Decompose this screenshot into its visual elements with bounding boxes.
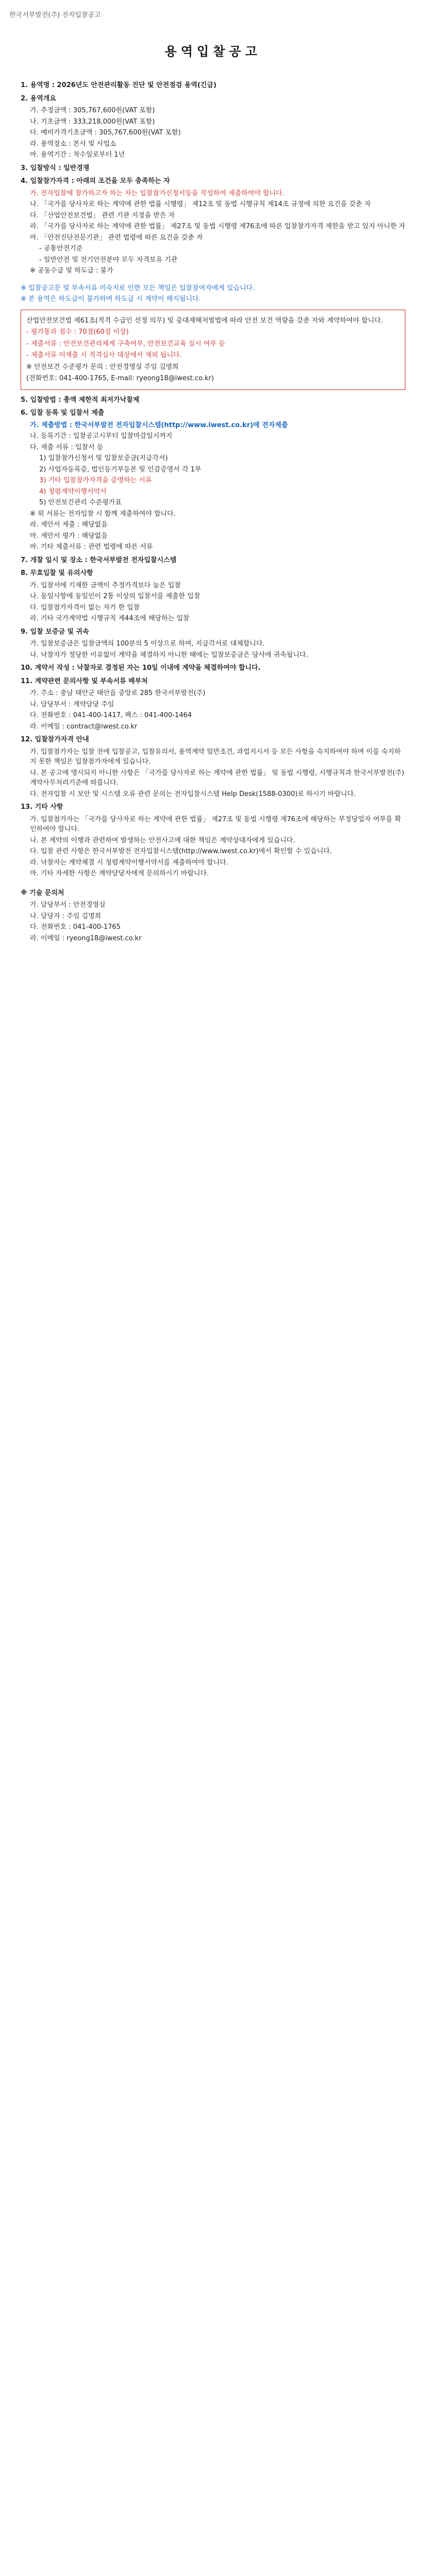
list-item: 나. 담당부서 : 계약담당 주임 bbox=[30, 700, 114, 708]
list-item: 다. 입찰참가자격이 없는 자가 한 입찰 bbox=[30, 603, 140, 612]
list-item: 가. 추정금액 : 305,767,600원(VAT 포함) bbox=[30, 107, 155, 114]
notice-red-1: ※ 입찰공고문 및 부속서류 미숙지로 인한 모든 책임은 입찰참여자에게 있습니다. bbox=[21, 284, 255, 292]
list-item: 가. 입찰서에 기재한 금액이 추정가격보다 높은 입찰 bbox=[30, 581, 181, 589]
box-line: ※ 안전보건 수준평가 문의 : 안전경영실 주임 김명희 bbox=[26, 363, 179, 371]
list-item: 가. 전자입찰에 참가하고자 하는 자는 입찰참가신청서등을 작성하여 제출하여야 합니다. bbox=[30, 189, 285, 197]
section-7: 7. 개찰 일시 및 장소 : 한국서부발전 전자입찰시스템 bbox=[21, 556, 177, 564]
list-item: 다. 전화번호 : 041-400-1765 bbox=[30, 923, 121, 931]
section-10: 10. 계약서 작성 : 낙찰자로 결정된 자는 10일 이내에 계약을 체결하여야 합니다. bbox=[21, 664, 261, 672]
section-13-list bbox=[21, 815, 405, 879]
list-item: 라. 용역장소 : 본사 및 사업소 bbox=[30, 140, 117, 148]
document-header: 한국서부발전(주) 전자입찰공고 bbox=[9, 11, 101, 19]
list-item: 3) 기타 입찰참가자격을 증명하는 서류 bbox=[39, 477, 152, 484]
section-6-head: 6. 입찰 등록 및 입찰서 제출 bbox=[21, 409, 105, 417]
list-item: 라. 낙찰자는 계약체결 시 청렴계약이행서약서를 제출하여야 합니다. bbox=[30, 858, 228, 867]
list-item: 나. 본 계약의 이행과 관련하여 발생하는 안전사고에 대한 책임은 계약상대자에게 있습니다. bbox=[30, 836, 296, 844]
list-item: 마. 용역기간 : 착수일로부터 1년 bbox=[30, 151, 125, 159]
list-item: 다. 입찰 관련 사항은 한국서부발전 전자입찰시스템(http://www.iwest.co.kr)에서 확인할 수 있습니다. bbox=[30, 848, 332, 855]
contact-list bbox=[21, 900, 405, 943]
list-item: 다. 전자입찰 시 보안 및 시스템 오류 관련 문의는 전자입찰시스템 Help Desk(1588-0300)로 하시기 바랍니다. bbox=[30, 790, 356, 798]
list-item: 나. 기초금액 : 333,218,000원(VAT 포함) bbox=[30, 117, 155, 126]
section-9-list bbox=[21, 639, 405, 660]
section-6-sublist bbox=[30, 453, 405, 508]
list-item: - 공통안전기준 bbox=[39, 245, 83, 252]
list-item: 1) 입찰참가신청서 및 입찰보증금(지급각서) bbox=[39, 454, 168, 462]
list-item: 가. 입찰보증금은 입찰금액의 100분의 5 이상으로 하며, 지급각서로 대체합니다. bbox=[30, 640, 265, 648]
list-item: 나. 낙찰자가 정당한 이유없이 계약을 체결하지 아니한 때에는 입찰보증금은 당사에 귀속됩니다. bbox=[30, 651, 308, 659]
box-line: - 제출서류 미제출 시 적격심사 대상에서 제외 됩니다. bbox=[26, 351, 182, 359]
list-item: 나. 본 공고에 명시되지 아니한 사항은 「국가를 당사자로 하는 계약에 관한 법률」 및 동법 시행령, 시행규칙과 한국서부발전(주) 계약사무처리기준에 따릅니다. bbox=[30, 769, 404, 787]
list-item: 나. 「국가를 당사자로 하는 계약에 관한 법률 시행령」 제12조 및 동법 시행규칙 제14조 규정에 의한 요건을 갖춘 자 bbox=[30, 200, 371, 208]
list-item: 마. 「안전진단전문기관」 관련 법령에 따른 요건을 갖춘 자 bbox=[30, 233, 203, 242]
list-item: 라. 이메일 : ryeong18@iwest.co.kr bbox=[30, 934, 142, 942]
list-item: 2) 사업자등록증, 법인등기부등본 및 인감증명서 각 1부 bbox=[39, 465, 202, 473]
section-11-head: 11. 계약관련 문의사항 및 부속서류 배부처 bbox=[21, 677, 148, 685]
box-line: (전화번호: 041-400-1765, E-mail: ryeong18@iwest.co.kr) bbox=[26, 375, 214, 382]
list-item: 가. 담당부서 : 안전경영실 bbox=[30, 901, 106, 909]
contact-head: ※ 기술 문의처 bbox=[21, 889, 64, 897]
list-item: 다. 전화번호 : 041-400-1417, 팩스 : 041-400-1464 bbox=[30, 711, 192, 719]
list-item: 라. 기타 국가계약법 시행규칙 제44조에 해당하는 입찰 bbox=[30, 615, 190, 622]
list-item: 나. 동일사항에 동일인이 2통 이상의 입찰서를 제출한 입찰 bbox=[30, 592, 201, 600]
section-12-head: 12. 입찰참가자격 안내 bbox=[21, 736, 89, 743]
safety-notice-box bbox=[21, 310, 405, 390]
list-item: 다. 제출 서류 : 입찰서 등 bbox=[30, 443, 104, 451]
list-item: 4) 청렴계약이행서약서 bbox=[39, 487, 107, 496]
list-item: 라. 이메일 : contract@iwest.co.kr bbox=[30, 722, 138, 731]
box-line: - 제출서류 : 안전보건관리체계 구축여부, 안전보건교육 실시 여부 등 bbox=[26, 340, 225, 348]
section-9-head: 9. 입찰 보증금 및 귀속 bbox=[21, 628, 89, 636]
section-2-list bbox=[21, 106, 405, 160]
page-title: 용역입찰공고 bbox=[165, 44, 261, 59]
section-11-list bbox=[21, 688, 405, 732]
list-item: 가. 제출방법 : 한국서부발전 전자입찰시스템(http://www.iwest.co.kr)에 전자제출 bbox=[30, 421, 288, 429]
list-item: 가. 주소 : 충남 태안군 태안읍 중앙로 285 한국서부발전(주) bbox=[30, 689, 206, 697]
section-5: 5. 입찰방법 : 총액 제한적 최저가낙찰제 bbox=[21, 396, 140, 404]
section-6-note: ※ 위 서류는 전자입찰 시 함께 제출하여야 합니다. bbox=[30, 510, 176, 518]
section-4-note: ※ 공동수급 및 하도급 : 불가 bbox=[30, 267, 113, 275]
section-4-list bbox=[21, 189, 405, 276]
section-13-head: 13. 기타 사항 bbox=[21, 803, 63, 811]
section-4-head: 4. 입찰참가자격 : 아래의 조건을 모두 충족하는 자 bbox=[21, 177, 170, 185]
list-item: 마. 기타 자세한 사항은 계약담당자에게 문의하시기 바랍니다. bbox=[30, 870, 209, 877]
section-3: 3. 입찰방식 : 일반경쟁 bbox=[21, 164, 90, 172]
section-8-head: 8. 무효입찰 및 유의사항 bbox=[21, 569, 93, 577]
list-item: 라. 제안서 제출 : 해당없음 bbox=[30, 521, 108, 529]
list-item: 나. 등록기간 : 입찰공고시부터 입찰마감일시까지 bbox=[30, 432, 173, 440]
section-8-list bbox=[21, 581, 405, 624]
list-item: 다. 예비가격기초금액 : 305,767,600원(VAT 포함) bbox=[30, 129, 181, 137]
list-item: 나. 담당자 : 주임 김명희 bbox=[30, 912, 102, 920]
list-item: 바. 기타 제출서류 : 관련 법령에 따른 서류 bbox=[30, 543, 153, 551]
list-item: 가. 입찰참가자는 입찰 전에 입찰공고, 입찰유의서, 용역계약 일반조건, 과업지시서 등 모든 사항을 숙지하여야 하며 이를 숙지하지 못한 책임은 입찰참가자에게 있습니다. bbox=[30, 748, 401, 766]
list-item: 5) 안전보건관리 수준평가표 bbox=[39, 499, 122, 506]
box-line: 산업안전보건법 제61조(적격 수급인 선정 의무) 및 중대재해처벌법에 따라 안전 보건 역량을 갖춘 자와 계약하여야 합니다. bbox=[26, 316, 383, 325]
list-item: 라. 「국가를 당사자로 하는 계약에 관한 법률」 제27조 및 동법 시행령 제76조에 따른 입찰참가자격 제한을 받고 있지 아니한 자 bbox=[30, 223, 405, 230]
section-2-head: 2. 용역개요 bbox=[21, 94, 56, 103]
list-item: 마. 제안서 평가 : 해당없음 bbox=[30, 532, 108, 540]
document-body bbox=[21, 77, 405, 944]
section-1: 1. 용역명 : 2026년도 안전관리활동 진단 및 안전점검 용역(긴급) bbox=[21, 81, 217, 89]
box-line: - 평가통과 점수 : 70점(60점 이상) bbox=[26, 328, 129, 336]
section-12-list bbox=[21, 747, 405, 800]
list-item: 가. 입찰참가자는 「국가를 당사자로 하는 계약에 관한 법률」 제27조 및 동법 시행령 제76조에 해당하는 부정당업자 여부를 확인하여야 합니다. bbox=[30, 815, 401, 833]
notice-red-2: ※ 본 용역은 하도급이 불가하며 하도급 시 계약이 해지됩니다. bbox=[21, 295, 201, 303]
list-item: 다. 「산업안전보건법」 관련 기관 지정을 받은 자 bbox=[30, 211, 175, 219]
list-item: - 일반안전 및 전기안전분야 모두 자격보유 기관 bbox=[39, 256, 178, 264]
section-6-list bbox=[21, 420, 405, 552]
